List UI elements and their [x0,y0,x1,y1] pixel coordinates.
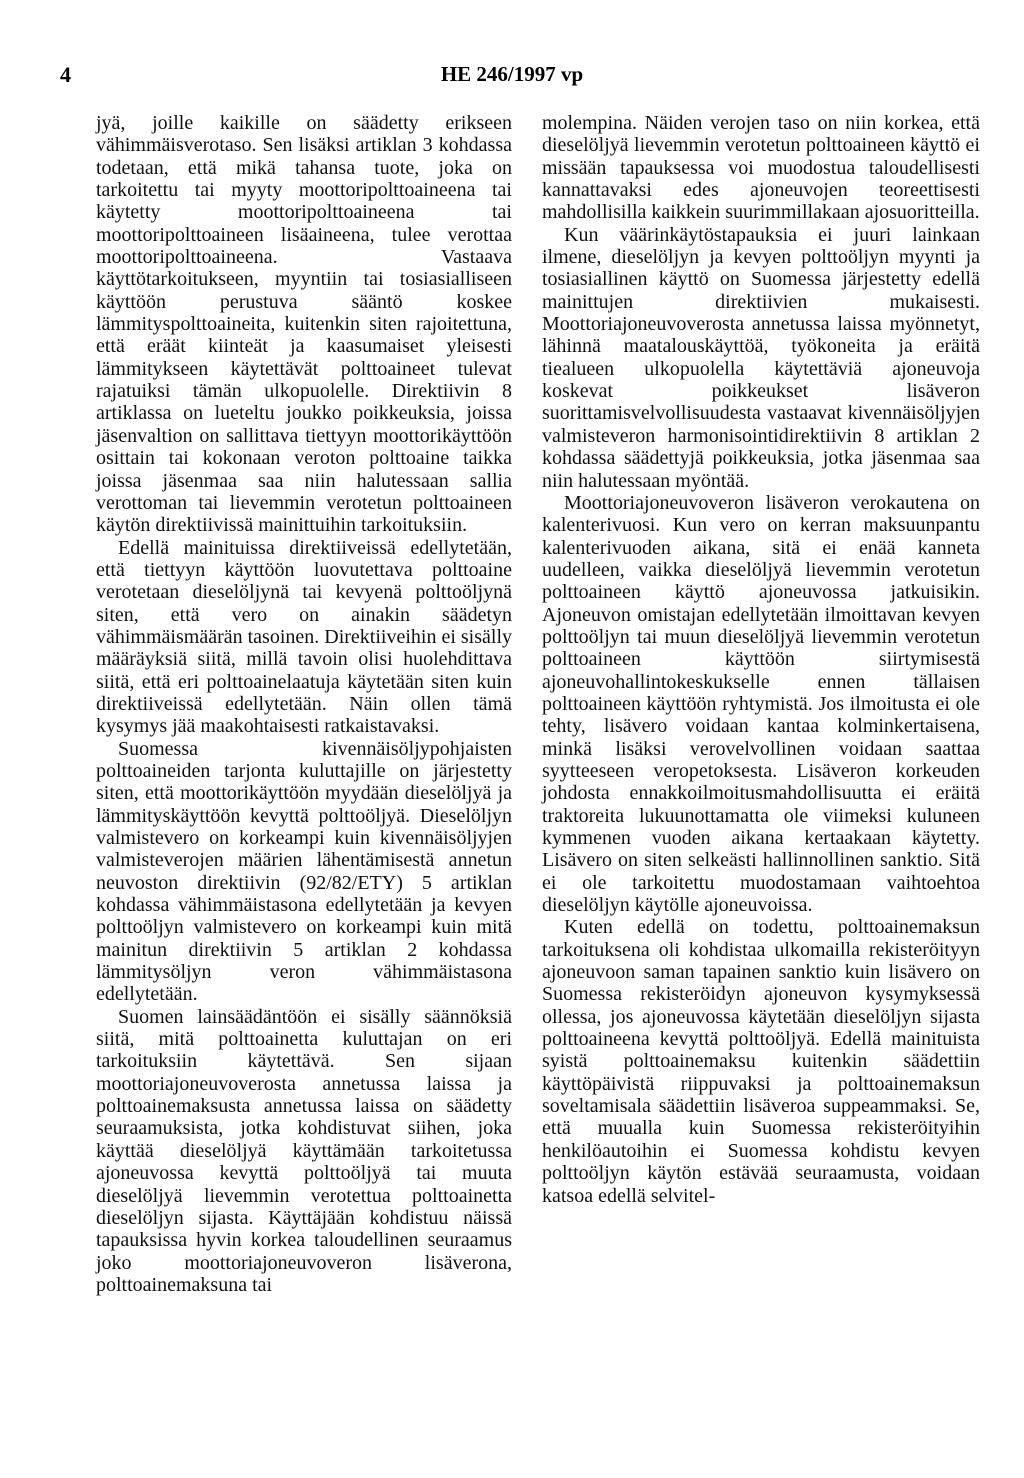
paragraph: molempina. Näiden verojen taso on niin korkea, että dieselöljyä lievemmin verotetun polttoaineen käyttö ei missään tapauksessa voi muodostua taloudellisesti kannattavaksi edes ajoneuvojen teoreettisesti mahdollisilla kaikkein suurimmillakaan ajosuoritteilla. [542,112,980,224]
left-text-column [96,112,512,1296]
paragraph: Edellä mainituissa direktiiveissä edellytetään, että tiettyyn käyttöön luovutettava polttoaine verotetaan dieselöljynä tai kevyenä polttoöljynä siten, että vero on ainakin säädetyn vähimmäismäärän tasoinen. Direktiiveihin ei sisälly määräyksiä siitä, millä tavoin olisi huolehdittava siitä, että eri polttoainelaatuja käytetään siten kuin direktiiveissä edellytetään. Näin ollen tämä kysymys jää maakohtaisesti ratkaistavaksi. [96,536,513,738]
right-text-column [542,112,980,1207]
paragraph: jyä, joille kaikille on säädetty erikseen vähimmäisverotaso. Sen lisäksi artiklan 3 kohdassa todetaan, että mikä tahansa tuote, joka on tarkoitettu tai myyty moottoripolttoaineena tai käytetty moottoripolttoaineena tai moottoripolttoaineen lisäaineena, tulee verottaa moottoripolttoaineena. Vastaava käyttötarkoitukseen, myyntiin tai tosiasialliseen käyttöön perustuva sääntö koskee lämmityspolttoaineita, kuitenkin siten rajoitettuna, että eräät kiinteät ja kaasumaiset yleisesti lämmitykseen käytettävät polttoaineet tulevat rajatuiksi tämän ulkopuolelle. Direktiivin 8 artiklassa on lueteltu joukko poikkeuksia, joissa jäsenvaltion on sallittava tiettyyn moottorikäyttöön osittain tai kokonaan veroton polttoaine taikka joissa jäsenmaa saa niin halutessaan sallia verottoman tai lievemmin verotetun polttoaineen käytön direktiivissä mainittuihin tarkoituksiin. [96,112,512,537]
paragraph: Moottoriajoneuvoveron lisäveron verokautena on kalenterivuosi. Kun vero on kerran maksuunpantu kalenterivuoden aikana, sitä ei enää kanneta uudelleen, vaikka dieselöljyä lievemmin verotetun polttoaineen käyttö ajoneuvossa jatkuisikin. Ajoneuvon omistajan edellytetään ilmoittavan kevyen polttoöljyn tai muun dieselöljyä lievemmin verotetun polttoaineen käyttöön siirtymisestä ajoneuvohallintokeskukselle ennen tällaisen polttoaineen käyttöön ryhtymistä. Jos ilmoitusta ei ole tehty, lisävero voidaan kantaa kolminkertaisena, minkä lisäksi verovelvollinen voidaan saattaa syytteeseen veropetoksesta. Lisäveron korkeuden johdosta ennakkoilmoitusmahdollisuutta ei eräitä traktoreita lukuunottamatta ole viimeksi kuluneen kymmenen vuoden aikana kertaakaan käytetty. Lisävero on siten selkeästi hallinnollinen sanktio. Sitä ei ole tarkoitettu muodostamaan vaihtoehtoa dieselöljyn käytölle ajoneuvoissa. [542,491,980,917]
page-header [0,62,1024,92]
paragraph: Suomen lainsäädäntöön ei sisälly säännöksiä siitä, mitä polttoainetta kuluttajan on eri tarkoituksiin käytettävä. Sen sijaan moottoriajoneuvoverosta annetussa laissa ja polttoainemaksusta annetussa laissa on säädetty seuraamuksista, jotka kohdistuvat siihen, joka käyttää dieselöljyä käyttämään tarkoitetussa ajoneuvossa kevyttä polttoöljyä tai muuta dieselöljyä lievemmin verotettua polttoainetta dieselöljyn sijasta. Käyttäjään kohdistuu näissä tapauksissa hyvin korkea taloudellinen seuraamus joko moottoriajoneuvoveron lisäverona, polttoainemaksuna tai [96,1005,512,1296]
paragraph: Suomessa kivennäisöljypohjaisten polttoaineiden tarjonta kuluttajille on järjestetty siten, että moottorikäyttöön myydään dieselöljyä ja lämmityskäyttöön kevyttä polttoöljyä. Dieselöljyn valmistevero on korkeampi kuin kivennäisöljyjen valmisteverojen määrien lähentämisestä annetun neuvoston direktiivin (92/82/ETY) 5 artiklan kohdassa vähimmäistasona edellytetään ja kevyen polttoöljyn valmistevero on korkeampi kuin mitä mainitun direktiivin 5 artiklan 2 kohdassa lämmitysöljyn veron vähimmäistasona edellytetään. [96,737,512,1006]
paragraph: Kuten edellä on todettu, polttoainemaksun tarkoituksena oli kohdistaa ulkomailla rekisteröityyn ajoneuvoon saman tapainen sanktio kuin lisävero on Suomessa rekisteröidyn ajoneuvon kysymyksessä ollessa, jos ajoneuvossa käytetään dieselöljyn sijasta polttoaineena kevyttä polttoöljyä. Edellä mainituista syistä polttoainemaksu kuitenkin säädettiin käyttöpäivistä riippuvaksi ja polttoainemaksun soveltamisala säädettiin lisäveroa suppeammaksi. Se, että muualla kuin Suomessa rekisteröityihin henkilöautoihin ei Suomessa kohdistu kevyen polttoöljyn käytön estävää seuraamusta, voidaan katsoa edellä selvitel- [542,916,980,1207]
paragraph: Kun väärinkäytöstapauksia ei juuri lainkaan ilmene, dieselöljyn ja kevyen polttoöljyn myynti ja tosiasiallinen käyttö on Suomessa järjestetty edellä mainittujen direktiivien mukaisesti. Moottoriajoneuvoverosta annetussa laissa myönnetyt, lähinnä maatalouskäyttöä, työkoneita ja eräitä tiealueen ulkopuolella käytettäviä ajoneuvoja koskevat poikkeukset lisäveron suorittamisvelvollisuudesta vastaavat kivennäisöljyjen valmisteveron harmonisointidirektiivin 8 artiklan 2 kohdassa säädettyjä poikkeuksia, jotka jäsenmaa saa niin halutessaan myöntää. [542,223,980,492]
document-id: HE 246/1997 vp [440,62,584,86]
page-number: 4 [60,62,71,87]
